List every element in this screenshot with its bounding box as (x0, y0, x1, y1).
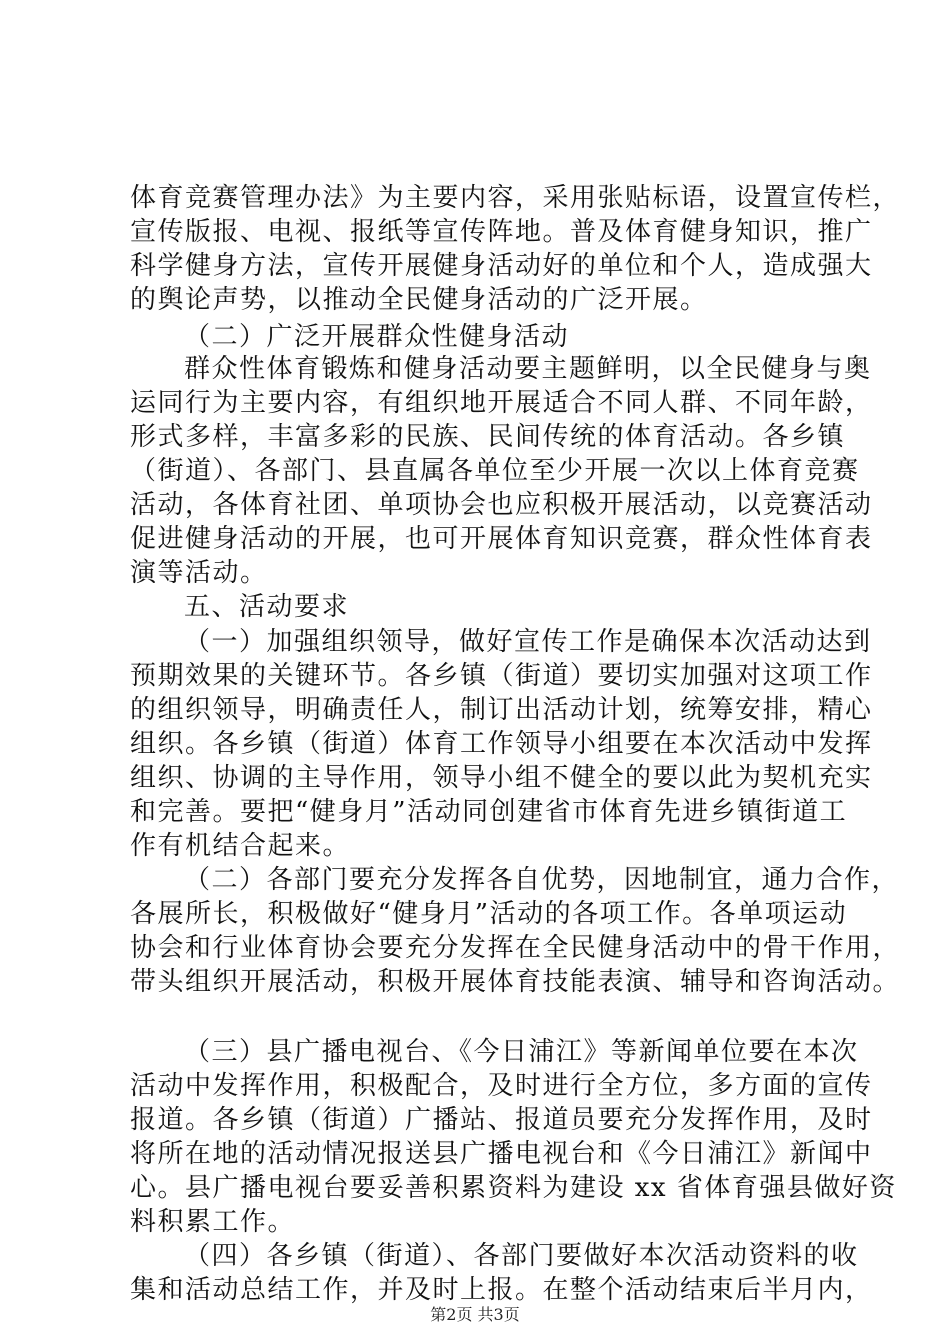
text-line: 集和活动总结工作，并及时上报。在整个活动结束后半月内， (130, 1275, 873, 1305)
section-heading: （二）广泛开展群众性健身活动 (184, 322, 570, 352)
text-line: 宣传版报、电视、报纸等宣传阵地。普及体育健身知识，推广 (130, 217, 873, 247)
text-line: 和完善。要把“健身月”活动同创建省市体育先进乡镇街道工 (130, 797, 848, 827)
text-line: （一）加强组织领导，做好宣传工作是确保本次活动达到 (184, 627, 872, 657)
text-line: 活动中发挥作用，积极配合，及时进行全方位，多方面的宣传 (130, 1071, 873, 1101)
text-line: 组织。各乡镇（街道）体育工作领导小组要在本次活动中发挥 (130, 729, 873, 759)
text-line: 演等活动。 (130, 558, 268, 588)
text-line: 料积累工作。 (130, 1207, 296, 1237)
text-line: 报道。各乡镇（街道）广播站、报道员要充分发挥作用，及时 (130, 1105, 873, 1135)
text-line: （三）县广播电视台、《今日浦江》等新闻单位要在本次 (184, 1037, 859, 1067)
text-line: （四）各乡镇（街道）、各部门要做好本次活动资料的收 (184, 1241, 859, 1271)
text-line: （街道）、各部门、县直属各单位至少开展一次以上体育竞赛 (130, 456, 860, 486)
text-line: 体育竞赛管理办法》为主要内容，采用张贴标语，设置宣传栏， (130, 183, 901, 213)
text-line: 群众性体育锻炼和健身活动要主题鲜明，以全民健身与奥 (184, 354, 872, 384)
text-line: 的舆论声势，以推动全民健身活动的广泛开展。 (130, 285, 708, 315)
text-line: 组织、协调的主导作用，领导小组不健全的要以此为契机充实 (130, 763, 873, 793)
text-line: 运同行为主要内容，有组织地开展适合不同人群、不同年龄， (130, 388, 873, 418)
text-line: 带头组织开展活动，积极开展体育技能表演、辅导和咨询活动。 (130, 967, 901, 997)
text-line: 科学健身方法，宣传开展健身活动好的单位和个人，造成强大 (130, 251, 873, 281)
text-line: 的组织领导，明确责任人，制订出活动计划，统筹安排，精心 (130, 695, 873, 725)
text-line: 心。县广播电视台要妥善积累资料为建设 xx 省体育强县做好资 (130, 1173, 897, 1203)
text-line: 预期效果的关键环节。各乡镇（街道）要切实加强对这项工作 (130, 661, 873, 691)
page-number-footer: 第2页 共3页 (430, 1305, 520, 1324)
text-line: 各展所长，积极做好“健身月”活动的各项工作。各单项运动 (130, 899, 848, 929)
text-line: 形式多样，丰富多彩的民族、民间传统的体育活动。各乡镇 (130, 422, 846, 452)
section-heading: 五、活动要求 (184, 592, 350, 622)
text-line: （二）各部门要充分发挥各自优势，因地制宜，通力合作， (184, 865, 900, 895)
text-line: 活动，各体育社团、单项协会也应积极开展活动，以竞赛活动 (130, 490, 873, 520)
text-line: 作有机结合起来。 (130, 831, 351, 861)
text-line: 将所在地的活动情况报送县广播电视台和《今日浦江》新闻中 (130, 1139, 873, 1169)
text-line: 协会和行业体育协会要充分发挥在全民健身活动中的骨干作用， (130, 933, 901, 963)
text-line: 促进健身活动的开展，也可开展体育知识竞赛，群众性体育表 (130, 524, 873, 554)
